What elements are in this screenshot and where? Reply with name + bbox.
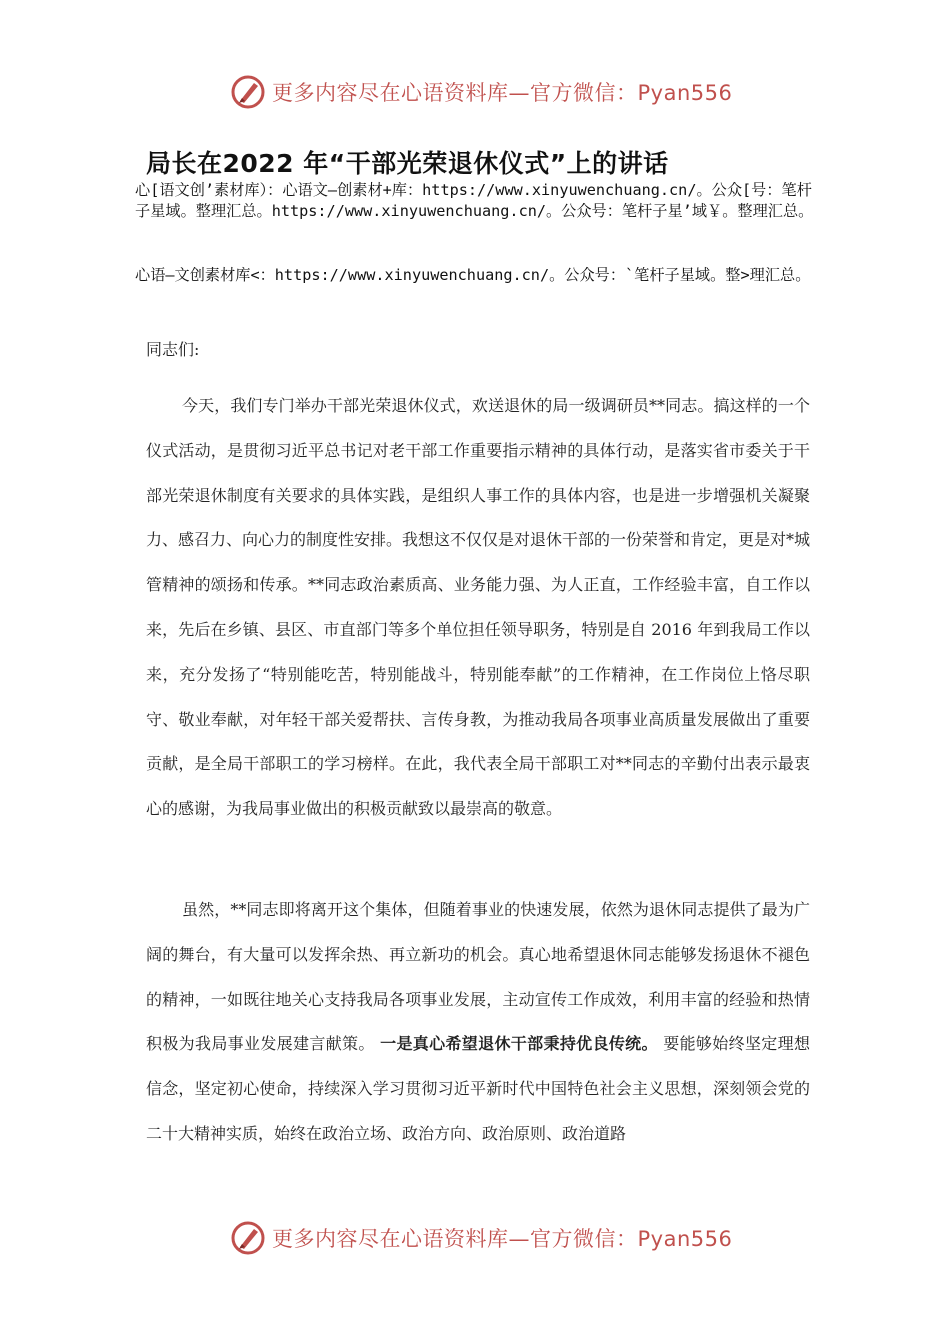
source-note-1: 心[语文创’素材库）：心语文—创素材+库：https://www.xinyuwenchuang.cn/。公众[号：笔杆子星域。整理汇总。https://www.xinyuwenchuang.cn/。公众号：笔杆子星’域￥。整理汇总。 <box>135 181 814 220</box>
document-title: 局长在2022 年“干部光荣退休仪式”上的讲话 <box>146 149 669 178</box>
paragraph-2-text: 虽然，**同志即将离开这个集体，但随着事业的快速发展，依然为退休同志提供了最为广阔的舞台，有大量可以发挥余热、再立新功的机会。真心地希望退休同志能够发扬退休不褪色的精神，一如既往地关心支持我局各项事业发展，主动宣传工作成效，利用丰富的经验和热情积极为我局事业发展建言献策。 <box>146 900 810 1054</box>
paragraph-2-continuation: 要能够始终坚定理想信念，坚定初心使命，持续深入学习贯彻习近平新时代中国特色社会主义思想，深刻领会党的二十大精神实质，始终在政治立场、政治方向、政治原则、政治道路 <box>146 1034 810 1143</box>
header-banner <box>0 72 950 112</box>
banner-text: 更多内容尽在心语资料库—官方微信：Pyan556 <box>272 81 733 105</box>
quill-pen-logo-icon <box>230 1220 266 1256</box>
salutation: 同志们: <box>146 340 200 359</box>
paragraph-2-bold-heading: 一是真心希望退休干部秉持优良传统。 <box>380 1034 658 1054</box>
footer-banner <box>0 1218 950 1258</box>
banner-text: 更多内容尽在心语资料库—官方微信：Pyan556 <box>272 1227 733 1251</box>
quill-pen-logo-icon <box>230 74 266 110</box>
source-note-2: 心语—文创素材库<：https://www.xinyuwenchuang.cn/。公众号：`笔杆子星域。整>理汇总。 <box>135 266 811 284</box>
body-paragraph-1: 今天，我们专门举办干部光荣退休仪式，欢送退休的局一级调研员**同志。搞这样的一个仪式活动，是贯彻习近平总书记对老干部工作重要指示精神的具体行动，是落实省市委关于干部光荣退休制度有关要求的具体实践，是组织人事工作的具体内容，也是进一步增强机关凝聚力、感召力、向心力的制度性安排。我想这不仅仅是对退休干部的一份荣誉和肯定，更是对*城管精神的颂扬和传承。**同志政治素质高、业务能力强、为人正直，工作经验丰富，自工作以来，先后在乡镇、县区、市直部门等多个单位担任领导职务，特别是自 2016 年到我局工作以来，充分发扬了“特别能吃苦，特别能战斗，特别能奉献”的工作精神，在工作岗位上恪尽职守、敬业奉献，对年轻干部关爱帮扶、言传身教，为推动我局各项事业高质量发展做出了重要贡献，是全局干部职工的学习榜样。在此，我代表全局干部职工对**同志的辛勤付出表示最衷心的感谢，为我局事业做出的积极贡献致以最崇高的敬意。 <box>146 396 811 819</box>
body-paragraph-2 <box>146 888 810 1157</box>
